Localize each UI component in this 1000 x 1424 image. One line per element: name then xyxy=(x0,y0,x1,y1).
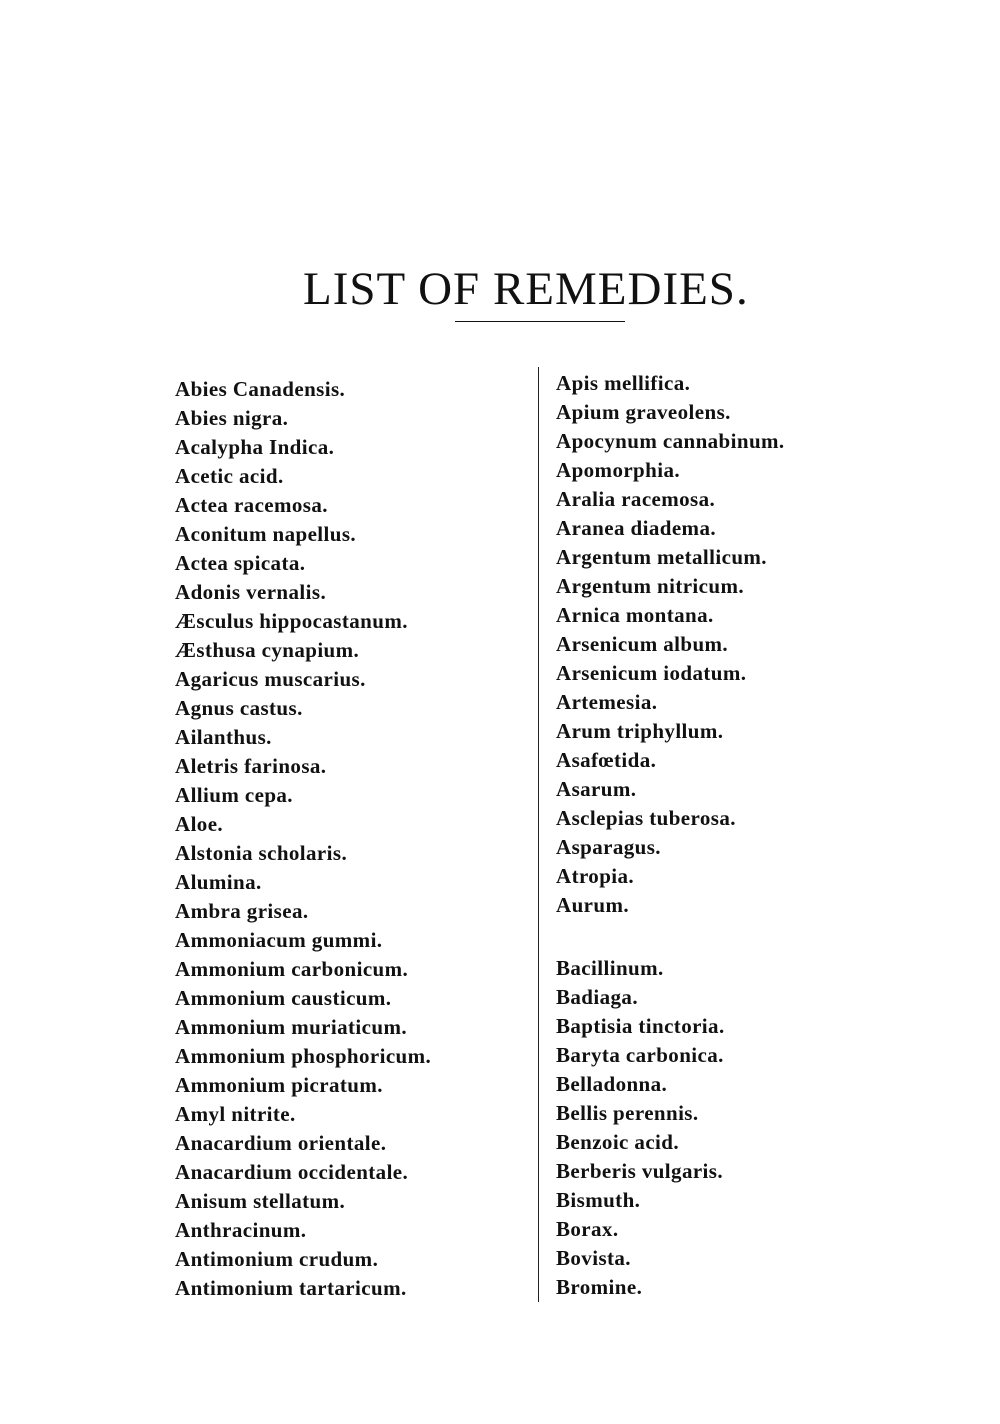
remedy-item: Abies Canadensis. xyxy=(175,377,346,401)
remedy-item: Actea racemosa. xyxy=(175,493,328,517)
remedy-item: Apis mellifica. xyxy=(556,371,691,395)
remedy-item: Arum triphyllum. xyxy=(556,719,724,743)
remedies-right-column xyxy=(556,369,785,1302)
remedy-item: Ammonium phosphoricum. xyxy=(175,1044,432,1068)
remedy-item: Adonis vernalis. xyxy=(175,580,327,604)
remedy-item: Ammonium muriaticum. xyxy=(175,1015,407,1039)
remedy-item: Apomorphia. xyxy=(556,458,681,482)
remedy-item: Arnica montana. xyxy=(556,603,714,627)
remedy-item: Aletris farinosa. xyxy=(175,754,327,778)
remedy-item: Ailanthus. xyxy=(175,725,272,749)
remedy-item: Anisum stellatum. xyxy=(175,1189,346,1213)
page-title: LIST OF REMEDIES. xyxy=(303,263,749,316)
remedy-item: Ambra grisea. xyxy=(175,899,309,923)
remedy-item: Ammonium picratum. xyxy=(175,1073,383,1097)
remedy-item: Badiaga. xyxy=(556,985,638,1009)
remedy-item: Benzoic acid. xyxy=(556,1130,680,1154)
section-gap xyxy=(556,920,785,954)
remedy-item: Antimonium tartaricum. xyxy=(175,1276,407,1300)
remedy-item: Æsculus hippocastanum. xyxy=(175,609,408,633)
remedy-item: Ammoniacum gummi. xyxy=(175,928,383,952)
title-rule xyxy=(455,321,625,322)
remedy-item: Aurum. xyxy=(556,893,629,917)
remedy-item: Argentum nitricum. xyxy=(556,574,745,598)
remedy-item: Bellis perennis. xyxy=(556,1101,699,1125)
remedy-item: Argentum metallicum. xyxy=(556,545,767,569)
remedies-left-column xyxy=(175,375,431,1303)
remedy-item: Arsenicum album. xyxy=(556,632,729,656)
remedy-item: Bromine. xyxy=(556,1275,643,1299)
remedy-item: Abies nigra. xyxy=(175,406,289,430)
remedy-item: Alumina. xyxy=(175,870,262,894)
remedy-item: Asarum. xyxy=(556,777,637,801)
remedy-item: Æsthusa cynapium. xyxy=(175,638,360,662)
remedy-item: Anacardium occidentale. xyxy=(175,1160,409,1184)
remedy-item: Baryta carbonica. xyxy=(556,1043,724,1067)
remedy-item: Ammonium causticum. xyxy=(175,986,392,1010)
remedy-item: Agaricus muscarius. xyxy=(175,667,366,691)
remedy-item: Apocynum cannabinum. xyxy=(556,429,785,453)
remedy-item: Asparagus. xyxy=(556,835,661,859)
remedy-item: Allium cepa. xyxy=(175,783,293,807)
column-divider xyxy=(538,367,539,1302)
remedy-item: Amyl nitrite. xyxy=(175,1102,296,1126)
remedy-item: Bacillinum. xyxy=(556,956,664,980)
remedy-item: Bismuth. xyxy=(556,1188,641,1212)
remedy-item: Acalypha Indica. xyxy=(175,435,335,459)
remedy-item: Artemesia. xyxy=(556,690,658,714)
remedy-item: Acetic acid. xyxy=(175,464,284,488)
remedy-item: Aralia racemosa. xyxy=(556,487,716,511)
remedy-item: Antimonium crudum. xyxy=(175,1247,379,1271)
remedy-item: Baptisia tinctoria. xyxy=(556,1014,725,1038)
remedy-item: Asafœtida. xyxy=(556,748,657,772)
remedy-item: Arsenicum iodatum. xyxy=(556,661,747,685)
remedy-item: Anacardium orientale. xyxy=(175,1131,387,1155)
remedy-item: Ammonium carbonicum. xyxy=(175,957,409,981)
remedy-item: Actea spicata. xyxy=(175,551,306,575)
remedy-item: Anthracinum. xyxy=(175,1218,307,1242)
remedy-item: Aconitum napellus. xyxy=(175,522,357,546)
remedy-item: Borax. xyxy=(556,1217,619,1241)
remedy-item: Agnus castus. xyxy=(175,696,303,720)
remedy-item: Apium graveolens. xyxy=(556,400,731,424)
remedy-item: Aranea diadema. xyxy=(556,516,716,540)
remedy-item: Belladonna. xyxy=(556,1072,668,1096)
remedy-item: Alstonia scholaris. xyxy=(175,841,348,865)
remedy-item: Aloe. xyxy=(175,812,224,836)
remedy-item: Berberis vulgaris. xyxy=(556,1159,724,1183)
remedy-item: Atropia. xyxy=(556,864,635,888)
remedy-item: Asclepias tuberosa. xyxy=(556,806,736,830)
remedy-item: Bovista. xyxy=(556,1246,631,1270)
